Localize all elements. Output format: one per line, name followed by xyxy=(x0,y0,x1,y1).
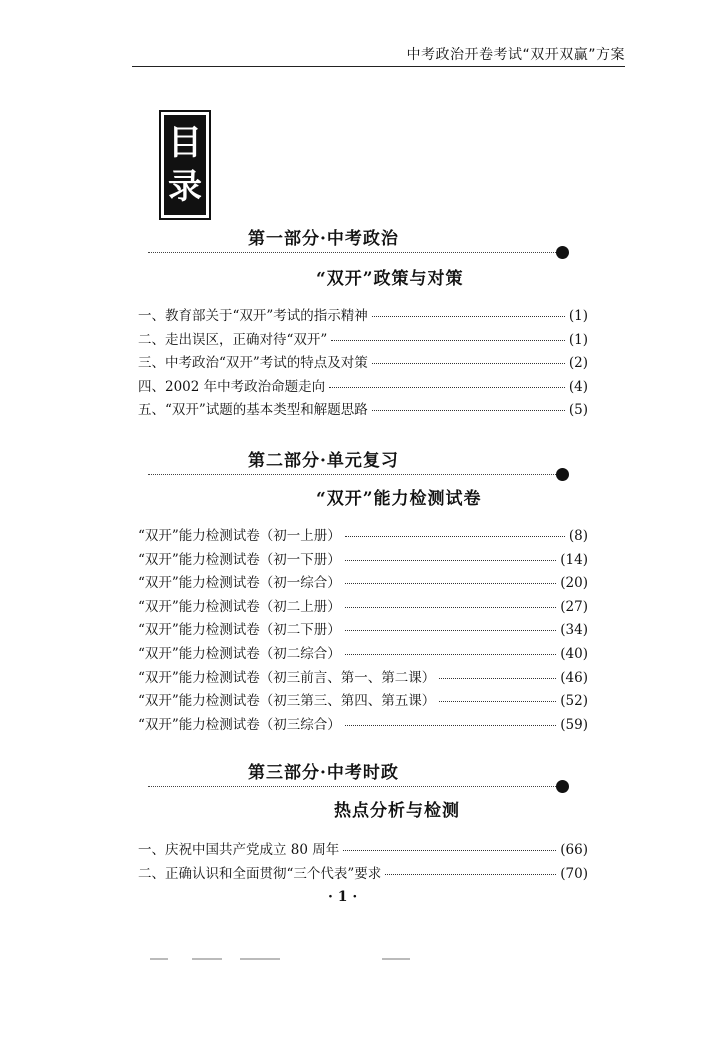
toc-entry-title: 三、中考政治“双开”考试的特点及对策 xyxy=(138,355,368,372)
toc-entry[interactable] xyxy=(138,548,588,572)
toc-entry-page: (27) xyxy=(560,598,588,615)
toc-entry-page: (1) xyxy=(568,331,588,348)
toc-entry-title: “双开”能力检测试卷（初三综合） xyxy=(138,716,341,733)
part-1-toc-list xyxy=(138,304,588,422)
part-2-subtitle: “双开”能力检测试卷 xyxy=(316,489,482,509)
part-2-title: 第二部分·单元复习 xyxy=(248,451,399,471)
toc-entry-title: 一、教育部关于“双开”考试的指示精神 xyxy=(138,308,368,324)
toc-entry-page: (2) xyxy=(568,355,588,372)
toc-entry-title: 二、走出误区，正确对待“双开” xyxy=(138,331,328,348)
leader-dots xyxy=(345,630,556,631)
toc-entry[interactable] xyxy=(138,862,588,886)
toc-entry-title: 四、2002 年中考政治命题走向 xyxy=(138,378,326,395)
toc-entry-page: (14) xyxy=(560,551,588,568)
part-1-subtitle: “双开”政策与对策 xyxy=(316,269,464,289)
part-3-toc-list xyxy=(138,838,588,885)
toc-entry[interactable] xyxy=(138,571,588,595)
leader-dots xyxy=(345,607,556,608)
page-number: · 1 · xyxy=(328,889,358,905)
leader-dots xyxy=(329,387,565,388)
toc-entry[interactable] xyxy=(138,689,588,713)
toc-entry[interactable] xyxy=(138,398,588,422)
toc-entry-page: (34) xyxy=(560,622,588,639)
toc-entry-page: (70) xyxy=(560,865,588,882)
part-1-title: 第一部分·中考政治 xyxy=(248,229,399,249)
toc-entry[interactable] xyxy=(138,524,588,548)
leader-dots xyxy=(439,678,556,679)
toc-entry-page: (40) xyxy=(560,645,588,662)
header-rule xyxy=(132,66,625,67)
toc-entry-title: 二、正确认识和全面贯彻“三个代表”要求 xyxy=(138,865,382,882)
scan-artifact xyxy=(150,958,410,964)
toc-entry[interactable] xyxy=(138,713,588,737)
leader-dots xyxy=(345,725,556,726)
toc-entry[interactable] xyxy=(138,642,588,666)
toc-entry-page: (46) xyxy=(560,669,588,686)
toc-badge xyxy=(159,110,211,220)
toc-entry-page: (8) xyxy=(568,528,588,544)
toc-entry-page: (52) xyxy=(560,693,588,710)
leader-dots xyxy=(385,874,556,875)
toc-entry-page: (66) xyxy=(560,842,588,858)
leader-dots xyxy=(372,410,565,411)
toc-entry-title: “双开”能力检测试卷（初二上册） xyxy=(138,598,341,615)
toc-entry[interactable] xyxy=(138,595,588,619)
toc-entry-page: (20) xyxy=(560,575,588,592)
toc-entry-title: 一、庆祝中国共产党成立 80 周年 xyxy=(138,842,340,858)
toc-entry-page: (1) xyxy=(568,308,588,324)
leader-dots xyxy=(372,363,565,364)
part-3-rule xyxy=(148,786,562,787)
toc-entry[interactable] xyxy=(138,666,588,690)
toc-entry-title: “双开”能力检测试卷（初二下册） xyxy=(138,622,341,639)
leader-dots xyxy=(439,701,556,702)
toc-entry-title: “双开”能力检测试卷（初二综合） xyxy=(138,645,341,662)
toc-entry[interactable] xyxy=(138,375,588,399)
leader-dots xyxy=(372,316,565,317)
leader-dots xyxy=(343,850,556,851)
part-3-bullet xyxy=(556,780,569,793)
toc-entry-title: 五、“双开”试题的基本类型和解题思路 xyxy=(138,402,368,419)
toc-badge-inner xyxy=(164,115,206,215)
part-3-title: 第三部分·中考时政 xyxy=(248,763,399,783)
part-2-toc-list xyxy=(138,524,588,736)
toc-entry[interactable] xyxy=(138,351,588,375)
part-3-subtitle: 热点分析与检测 xyxy=(334,801,460,821)
toc-entry[interactable] xyxy=(138,304,588,328)
running-header: 中考政治开卷考试“双开双赢”方案 xyxy=(406,47,625,63)
leader-dots xyxy=(331,340,565,341)
leader-dots xyxy=(345,583,556,584)
toc-entry-title: “双开”能力检测试卷（初三前言、第一、第二课） xyxy=(138,669,436,686)
leader-dots xyxy=(345,654,556,655)
leader-dots xyxy=(345,536,565,537)
toc-entry-page: (59) xyxy=(560,716,588,733)
toc-entry-title: “双开”能力检测试卷（初三第三、第四、第五课） xyxy=(138,693,436,710)
toc-entry-page: (4) xyxy=(568,378,588,395)
toc-entry-title: “双开”能力检测试卷（初一综合） xyxy=(138,575,341,592)
part-1-rule xyxy=(148,252,562,253)
part-2-rule xyxy=(148,474,562,475)
part-1-bullet xyxy=(556,246,569,259)
toc-badge-char-2: 录 xyxy=(168,167,202,207)
toc-entry-page: (5) xyxy=(568,402,588,419)
part-2-bullet xyxy=(556,468,569,481)
toc-entry[interactable] xyxy=(138,618,588,642)
toc-badge-char-1: 目 xyxy=(168,123,202,163)
toc-entry[interactable] xyxy=(138,838,588,862)
toc-entry[interactable] xyxy=(138,328,588,352)
leader-dots xyxy=(345,560,556,561)
toc-entry-title: “双开”能力检测试卷（初一下册） xyxy=(138,551,341,568)
toc-entry-title: “双开”能力检测试卷（初一上册） xyxy=(138,528,341,544)
